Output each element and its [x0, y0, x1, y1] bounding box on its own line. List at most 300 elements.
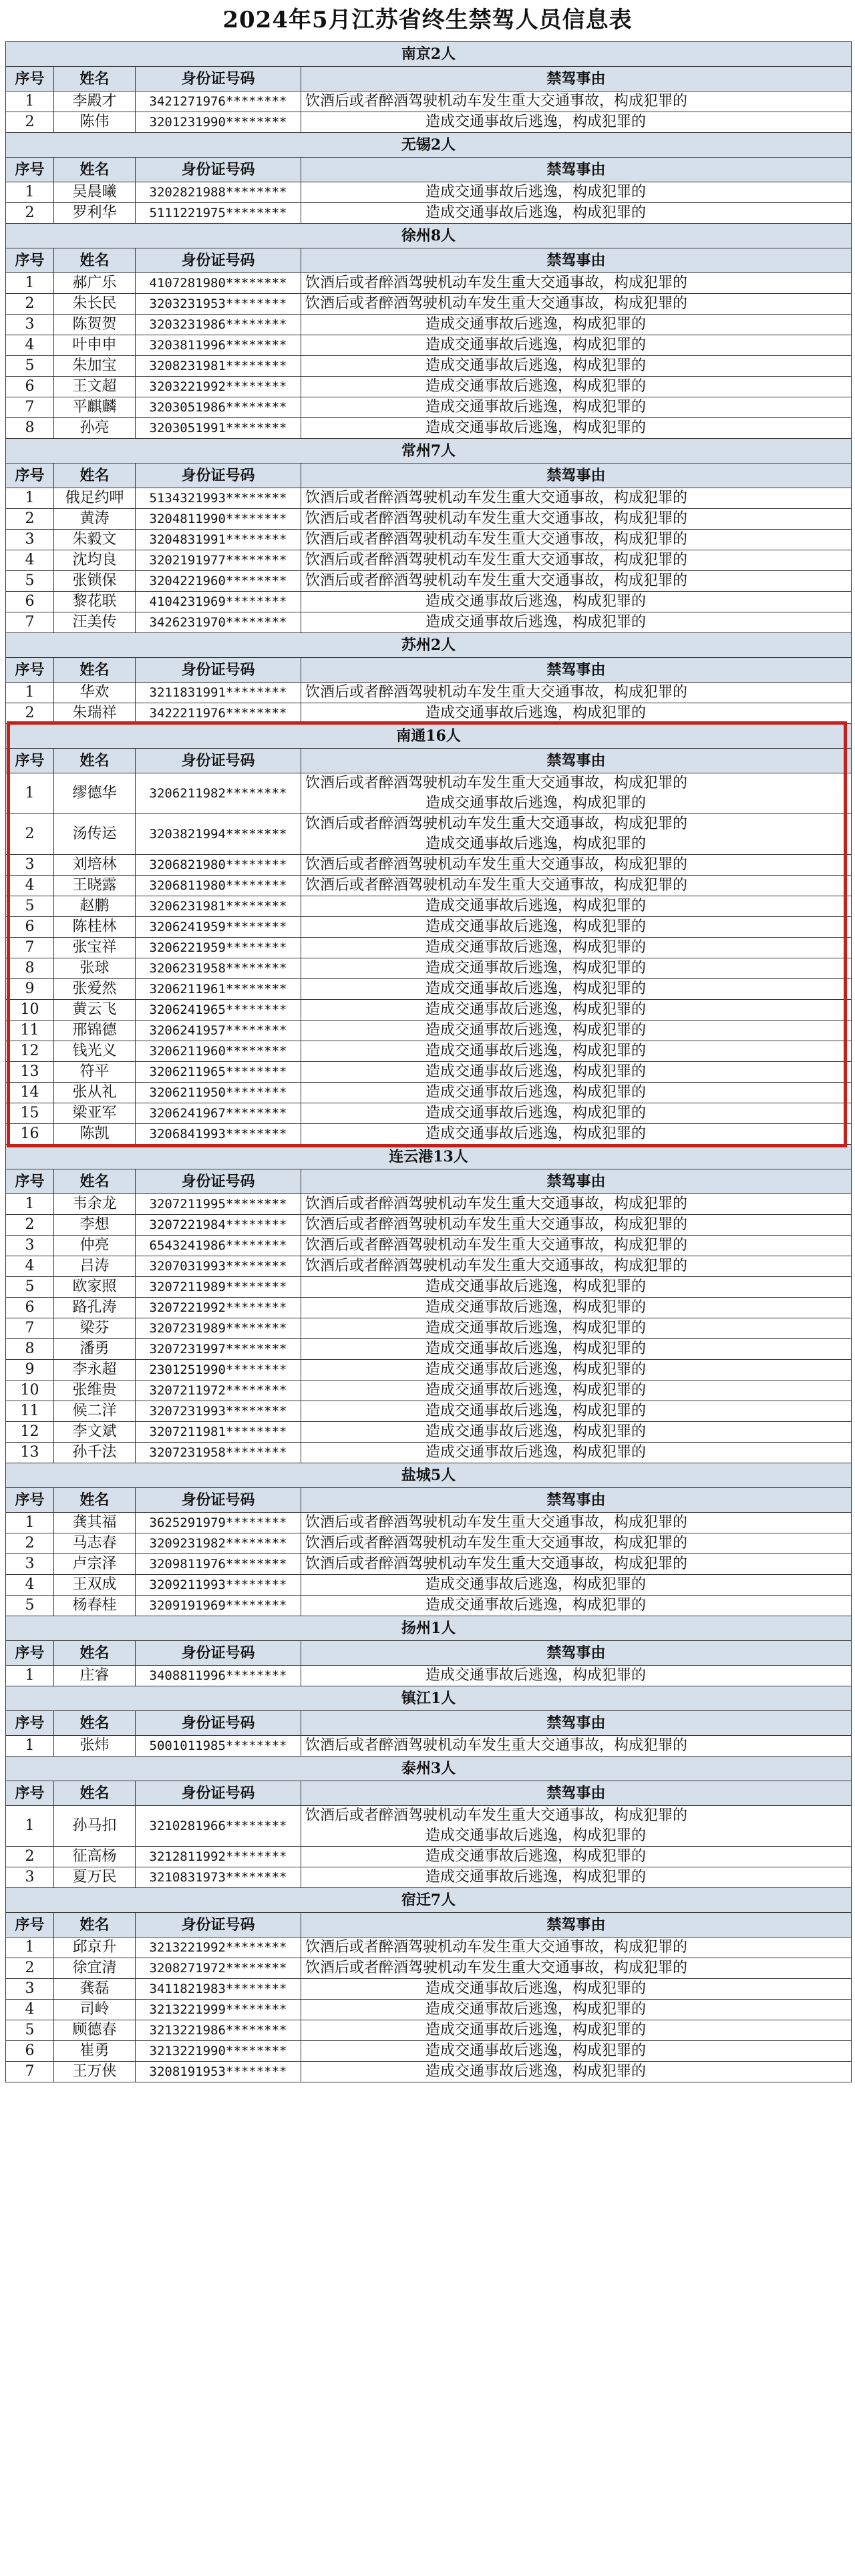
seq-header: 序号 [6, 1711, 54, 1736]
seq-cell: 2 [6, 814, 54, 855]
reason-text: 造成交通事故后逃逸，构成犯罪的 [425, 204, 647, 221]
id-number-cell: 3204221960******** [136, 571, 301, 592]
name-cell: 俄足约呷 [54, 488, 136, 509]
id-number-cell: 3206211965******** [136, 1062, 301, 1083]
reason-text: 造成交通事故后逃逸，构成犯罪的 [425, 1022, 647, 1039]
table-row [6, 530, 852, 550]
region-header-row [6, 633, 852, 658]
reason-cell [301, 1867, 852, 1888]
region-header-row [6, 1616, 852, 1641]
reason-text: 饮酒后或者醉酒驾驶机动车发生重大交通事故，构成犯罪的 [305, 572, 688, 589]
table-row [6, 917, 852, 938]
region-header-row [6, 42, 852, 67]
seq-cell: 3 [6, 1554, 54, 1575]
table-row [6, 356, 852, 377]
table-row [6, 896, 852, 917]
id-number-cell: 3209811976******** [136, 1554, 301, 1575]
id-number-cell: 3203051991******** [136, 418, 301, 439]
name-cell: 陈桂林 [54, 917, 136, 938]
reason-text: 饮酒后或者醉酒驾驶机动车发生重大交通事故，构成犯罪的 [305, 274, 688, 291]
region-title: 南京2人 [6, 42, 852, 67]
seq-cell: 11 [6, 1021, 54, 1041]
region-title: 镇江1人 [6, 1686, 852, 1711]
reason-text: 造成交通事故后逃逸，构成犯罪的 [425, 1869, 647, 1885]
id-number-cell: 3207221992******** [136, 1298, 301, 1318]
reason-text: 造成交通事故后逃逸，构成犯罪的 [425, 2063, 647, 2080]
id-number-cell: 3206241967******** [136, 1103, 301, 1124]
name-cell: 李文斌 [54, 1422, 136, 1443]
table-row [6, 377, 852, 397]
name-cell: 韦余龙 [54, 1194, 136, 1215]
seq-cell: 12 [6, 1422, 54, 1443]
reason-cell [301, 1938, 852, 1958]
name-cell: 郝广乐 [54, 273, 136, 294]
reason-text: 饮酒后或者醉酒驾驶机动车发生重大交通事故，构成犯罪的 [305, 490, 688, 506]
seq-cell: 1 [6, 91, 54, 112]
id-number-cell: 3421271976******** [136, 91, 301, 112]
reason-text: 饮酒后或者醉酒驾驶机动车发生重大交通事故，构成犯罪的 [305, 531, 688, 548]
seq-cell: 2 [6, 1215, 54, 1236]
seq-header: 序号 [6, 464, 54, 488]
table-row [6, 1666, 852, 1686]
name-cell: 张从礼 [54, 1083, 136, 1103]
name-cell: 钱光义 [54, 1041, 136, 1062]
region-title: 南通16人 [6, 724, 852, 749]
id-number-cell: 3209191969******** [136, 1596, 301, 1616]
id-number-cell: 3206211960******** [136, 1041, 301, 1062]
reason-text: 饮酒后或者醉酒驾驶机动车发生重大交通事故，构成犯罪的 [305, 93, 688, 110]
seq-cell: 6 [6, 1298, 54, 1318]
column-header-row [6, 1913, 852, 1938]
table-row [6, 773, 852, 814]
reason-text: 造成交通事故后逃逸，构成犯罪的 [425, 2022, 647, 2038]
seq-cell: 7 [6, 938, 54, 958]
table-row [6, 509, 852, 530]
seq-cell: 9 [6, 1360, 54, 1381]
id-number-cell: 3426231970******** [136, 612, 301, 633]
name-cell: 顾德春 [54, 2020, 136, 2041]
reason-text: 饮酒后或者醉酒驾驶机动车发生重大交通事故，构成犯罪的 [305, 1939, 688, 1956]
name-cell: 欧家照 [54, 1277, 136, 1298]
table-row [6, 1318, 852, 1339]
name-cell: 黎花联 [54, 592, 136, 612]
seq-cell: 6 [6, 377, 54, 397]
name-cell: 符平 [54, 1062, 136, 1083]
name-cell: 王文超 [54, 377, 136, 397]
table-row [6, 1381, 852, 1401]
reason-cell [301, 91, 852, 112]
reason-cell [301, 938, 852, 958]
id-number-cell: 3203221992******** [136, 377, 301, 397]
id-number-cell: 3203821994******** [136, 814, 301, 855]
id-header: 身份证号码 [136, 464, 301, 488]
reason-header: 禁驾事由 [301, 1488, 852, 1513]
reason-cell [301, 2000, 852, 2020]
table-row [6, 703, 852, 724]
id-number-cell: 3201231990******** [136, 112, 301, 133]
table-row [6, 1958, 852, 1979]
name-cell: 邱京升 [54, 1938, 136, 1958]
column-header-row [6, 1711, 852, 1736]
name-cell: 赵鹏 [54, 896, 136, 917]
reason-cell [301, 979, 852, 1000]
reason-cell [301, 1083, 852, 1103]
name-cell: 孙亮 [54, 418, 136, 439]
table-row [6, 294, 852, 315]
table-row [6, 203, 852, 224]
name-header: 姓名 [54, 1169, 136, 1194]
seq-cell: 1 [6, 1806, 54, 1847]
column-header-row [6, 158, 852, 182]
column-header-row [6, 67, 852, 91]
name-cell: 王晓露 [54, 876, 136, 896]
id-number-cell: 3203051986******** [136, 397, 301, 418]
reason-cell [301, 335, 852, 356]
reason-cell [301, 1575, 852, 1596]
reason-text: 饮酒后或者醉酒驾驶机动车发生重大交通事故，构成犯罪的 [305, 295, 688, 312]
seq-cell: 4 [6, 1575, 54, 1596]
reason-cell [301, 377, 852, 397]
id-number-cell: 5111221975******** [136, 203, 301, 224]
seq-header: 序号 [6, 158, 54, 182]
table-row [6, 1847, 852, 1867]
seq-cell: 7 [6, 1318, 54, 1339]
region-title: 徐州8人 [6, 224, 852, 248]
reason-cell [301, 1339, 852, 1360]
table-row [6, 1806, 852, 1847]
seq-cell: 5 [6, 896, 54, 917]
reason-text: 造成交通事故后逃逸，构成犯罪的 [425, 1444, 647, 1461]
table-row [6, 1215, 852, 1236]
name-cell: 刘培林 [54, 855, 136, 876]
reason-cell [301, 917, 852, 938]
id-number-cell: 3207211981******** [136, 1422, 301, 1443]
seq-header: 序号 [6, 1169, 54, 1194]
reason-header: 禁驾事由 [301, 1711, 852, 1736]
id-header: 身份证号码 [136, 749, 301, 773]
reason-cell [301, 1513, 852, 1533]
name-cell: 吴晨曦 [54, 182, 136, 203]
reason-cell [301, 896, 852, 917]
name-cell: 龚磊 [54, 1979, 136, 2000]
id-number-cell: 3203811996******** [136, 335, 301, 356]
id-number-cell: 3208231981******** [136, 356, 301, 377]
seq-cell: 13 [6, 1062, 54, 1083]
name-cell: 马志春 [54, 1533, 136, 1554]
reason-text: 造成交通事故后逃逸，构成犯罪的 [425, 1423, 647, 1440]
name-cell: 庄睿 [54, 1666, 136, 1686]
seq-header: 序号 [6, 248, 54, 273]
name-cell: 路孔涛 [54, 1298, 136, 1318]
region-header-row [6, 439, 852, 464]
seq-cell: 2 [6, 1958, 54, 1979]
reason-text: 造成交通事故后逃逸，构成犯罪的 [425, 1340, 647, 1357]
table-row [6, 1124, 852, 1145]
reason-cell [301, 876, 852, 896]
id-number-cell: 3206211961******** [136, 979, 301, 1000]
table-row [6, 1938, 852, 1958]
reason-cell [301, 356, 852, 377]
id-number-cell: 3206231958******** [136, 958, 301, 979]
table-row [6, 814, 852, 855]
table-row [6, 1277, 852, 1298]
region-header-row [6, 1888, 852, 1913]
table-row [6, 1041, 852, 1062]
table-row [6, 418, 852, 439]
reason-cell [301, 1318, 852, 1339]
reason-cell [301, 1596, 852, 1616]
reason-cell [301, 203, 852, 224]
id-number-cell: 3207031993******** [136, 1256, 301, 1277]
seq-cell: 4 [6, 1256, 54, 1277]
seq-cell: 1 [6, 182, 54, 203]
reason-text: 造成交通事故后逃逸，构成犯罪的 [425, 399, 647, 415]
reason-cell [301, 550, 852, 571]
id-number-cell: 3422211976******** [136, 703, 301, 724]
reason-header: 禁驾事由 [301, 1913, 852, 1938]
seq-header: 序号 [6, 1781, 54, 1806]
reason-text: 造成交通事故后逃逸，构成犯罪的 [425, 1084, 647, 1101]
reason-cell [301, 418, 852, 439]
reason-text: 造成交通事故后逃逸，构成犯罪的 [425, 337, 647, 353]
name-cell: 张宝祥 [54, 938, 136, 958]
seq-cell: 3 [6, 1867, 54, 1888]
name-cell: 李想 [54, 1215, 136, 1236]
region-header-row [6, 1145, 852, 1169]
seq-cell: 1 [6, 1194, 54, 1215]
name-cell: 邢锦德 [54, 1021, 136, 1041]
reason-text: 造成交通事故后逃逸，构成犯罪的 [425, 1576, 647, 1593]
reason-header: 禁驾事由 [301, 749, 852, 773]
seq-header: 序号 [6, 658, 54, 683]
table-row [6, 1021, 852, 1041]
name-cell: 朱毅文 [54, 530, 136, 550]
id-number-cell: 3210281966******** [136, 1806, 301, 1847]
id-number-cell: 3206241957******** [136, 1021, 301, 1041]
reason-cell [301, 1124, 852, 1145]
name-cell: 潘勇 [54, 1339, 136, 1360]
reason-cell [301, 1360, 852, 1381]
table-row [6, 1062, 852, 1083]
name-header: 姓名 [54, 67, 136, 91]
reason-text: 饮酒后或者醉酒驾驶机动车发生重大交通事故，构成犯罪的 [305, 856, 688, 873]
name-cell: 卢宗泽 [54, 1554, 136, 1575]
table-row [6, 958, 852, 979]
seq-cell: 1 [6, 1666, 54, 1686]
seq-cell: 5 [6, 1596, 54, 1616]
reason-cell [301, 1847, 852, 1867]
reason-text: 造成交通事故后逃逸，构成犯罪的 [425, 1827, 647, 1844]
name-cell: 仲亮 [54, 1236, 136, 1256]
column-header-row [6, 1781, 852, 1806]
table-row [6, 1194, 852, 1215]
reason-cell [301, 1277, 852, 1298]
reason-cell [301, 855, 852, 876]
seq-cell: 1 [6, 683, 54, 703]
reason-cell [301, 1401, 852, 1422]
id-number-cell: 3206841993******** [136, 1124, 301, 1145]
reason-cell [301, 1533, 852, 1554]
column-header-row [6, 1641, 852, 1666]
name-cell: 汤传运 [54, 814, 136, 855]
seq-cell: 7 [6, 2062, 54, 2082]
reason-text: 造成交通事故后逃逸，构成犯罪的 [425, 1667, 647, 1684]
reason-cell [301, 294, 852, 315]
name-cell: 平麒麟 [54, 397, 136, 418]
name-cell: 李永超 [54, 1360, 136, 1381]
seq-cell: 8 [6, 418, 54, 439]
id-number-cell: 3206241959******** [136, 917, 301, 938]
table-row [6, 397, 852, 418]
name-cell: 罗利华 [54, 203, 136, 224]
reason-header: 禁驾事由 [301, 1641, 852, 1666]
id-number-cell: 3206221959******** [136, 938, 301, 958]
table-row [6, 315, 852, 335]
reason-text: 造成交通事故后逃逸，构成犯罪的 [425, 357, 647, 374]
reason-cell [301, 530, 852, 550]
region-header-row [6, 224, 852, 248]
id-number-cell: 3207231989******** [136, 1318, 301, 1339]
table-row [6, 683, 852, 703]
name-cell: 司岭 [54, 2000, 136, 2020]
seq-cell: 10 [6, 1381, 54, 1401]
region-header-row [6, 724, 852, 749]
reason-text: 造成交通事故后逃逸，构成犯罪的 [425, 836, 647, 852]
name-cell: 王双成 [54, 1575, 136, 1596]
seq-cell: 2 [6, 1847, 54, 1867]
reason-cell [301, 1666, 852, 1686]
reason-text: 饮酒后或者醉酒驾驶机动车发生重大交通事故，构成犯罪的 [305, 1195, 688, 1212]
name-header: 姓名 [54, 658, 136, 683]
seq-cell: 1 [6, 1513, 54, 1533]
seq-cell: 2 [6, 112, 54, 133]
name-cell: 沈均良 [54, 550, 136, 571]
name-cell: 龚其福 [54, 1513, 136, 1533]
seq-cell: 14 [6, 1083, 54, 1103]
reason-cell [301, 1381, 852, 1401]
id-number-cell: 4104231969******** [136, 592, 301, 612]
reason-cell [301, 683, 852, 703]
reason-text: 饮酒后或者醉酒驾驶机动车发生重大交通事故，构成犯罪的 [305, 815, 688, 832]
reason-cell [301, 814, 852, 855]
name-cell: 张维贵 [54, 1381, 136, 1401]
table-row [6, 1867, 852, 1888]
name-cell: 徐宜清 [54, 1958, 136, 1979]
table-row [6, 612, 852, 633]
seq-cell: 15 [6, 1103, 54, 1124]
id-number-cell: 3207221984******** [136, 1215, 301, 1236]
table-row [6, 1360, 852, 1381]
seq-cell: 7 [6, 612, 54, 633]
region-title: 常州7人 [6, 439, 852, 464]
seq-cell: 4 [6, 2000, 54, 2020]
id-number-cell: 3207231993******** [136, 1401, 301, 1422]
reason-text: 饮酒后或者醉酒驾驶机动车发生重大交通事故，构成犯罪的 [305, 1555, 688, 1572]
id-number-cell: 3209211993******** [136, 1575, 301, 1596]
id-number-cell: 5134321993******** [136, 488, 301, 509]
reason-text: 造成交通事故后逃逸，构成犯罪的 [425, 1980, 647, 1997]
table-row [6, 1443, 852, 1463]
table-row [6, 876, 852, 896]
table-row [6, 550, 852, 571]
name-header: 姓名 [54, 1641, 136, 1666]
name-cell: 夏万民 [54, 1867, 136, 1888]
seq-cell: 12 [6, 1041, 54, 1062]
reason-text: 造成交通事故后逃逸，构成犯罪的 [425, 898, 647, 914]
table-row [6, 1401, 852, 1422]
reason-cell [301, 397, 852, 418]
id-number-cell: 3208191953******** [136, 2062, 301, 2082]
reason-cell [301, 703, 852, 724]
region-title: 宿迁7人 [6, 1888, 852, 1913]
id-number-cell: 3210831973******** [136, 1867, 301, 1888]
seq-cell: 6 [6, 592, 54, 612]
id-number-cell: 3204831991******** [136, 530, 301, 550]
reason-cell [301, 112, 852, 133]
name-cell: 杨春桂 [54, 1596, 136, 1616]
reason-text: 造成交通事故后逃逸，构成犯罪的 [425, 1848, 647, 1865]
region-title: 苏州2人 [6, 633, 852, 658]
reason-cell [301, 958, 852, 979]
reason-cell [301, 1236, 852, 1256]
name-header: 姓名 [54, 248, 136, 273]
table-row [6, 1575, 852, 1596]
seq-cell: 9 [6, 979, 54, 1000]
reason-text: 饮酒后或者醉酒驾驶机动车发生重大交通事故，构成犯罪的 [305, 1535, 688, 1551]
name-header: 姓名 [54, 1913, 136, 1938]
reason-text: 造成交通事故后逃逸，构成犯罪的 [425, 1125, 647, 1142]
reason-cell [301, 1422, 852, 1443]
region-header-row [6, 1463, 852, 1488]
table-row [6, 979, 852, 1000]
seq-cell: 1 [6, 273, 54, 294]
name-cell: 陈伟 [54, 112, 136, 133]
driving-ban-table [5, 41, 852, 2082]
name-cell: 孙千法 [54, 1443, 136, 1463]
name-header: 姓名 [54, 1488, 136, 1513]
reason-header: 禁驾事由 [301, 158, 852, 182]
seq-cell: 3 [6, 530, 54, 550]
id-number-cell: 3208271972******** [136, 1958, 301, 1979]
reason-cell [301, 1298, 852, 1318]
reason-text: 饮酒后或者醉酒驾驶机动车发生重大交通事故，构成犯罪的 [305, 1258, 688, 1274]
table-row [6, 273, 852, 294]
reason-text: 造成交通事故后逃逸，构成犯罪的 [425, 1001, 647, 1018]
table-row [6, 1256, 852, 1277]
name-cell: 陈贺贺 [54, 315, 136, 335]
name-cell: 候二洋 [54, 1401, 136, 1422]
table-row [6, 938, 852, 958]
id-number-cell: 3213221986******** [136, 2020, 301, 2041]
reason-cell [301, 1194, 852, 1215]
seq-cell: 2 [6, 294, 54, 315]
name-cell: 李殿才 [54, 91, 136, 112]
name-cell: 陈凯 [54, 1124, 136, 1145]
id-header: 身份证号码 [136, 1169, 301, 1194]
id-number-cell: 3625291979******** [136, 1513, 301, 1533]
table-row [6, 2041, 852, 2062]
table-row [6, 1083, 852, 1103]
region-header-row [6, 1757, 852, 1781]
reason-cell [301, 1021, 852, 1041]
seq-cell: 4 [6, 335, 54, 356]
name-cell: 梁亚军 [54, 1103, 136, 1124]
id-header: 身份证号码 [136, 658, 301, 683]
reason-cell [301, 2020, 852, 2041]
seq-cell: 2 [6, 203, 54, 224]
reason-text: 造成交通事故后逃逸，构成犯罪的 [425, 1278, 647, 1295]
reason-text: 造成交通事故后逃逸，构成犯罪的 [425, 1063, 647, 1080]
